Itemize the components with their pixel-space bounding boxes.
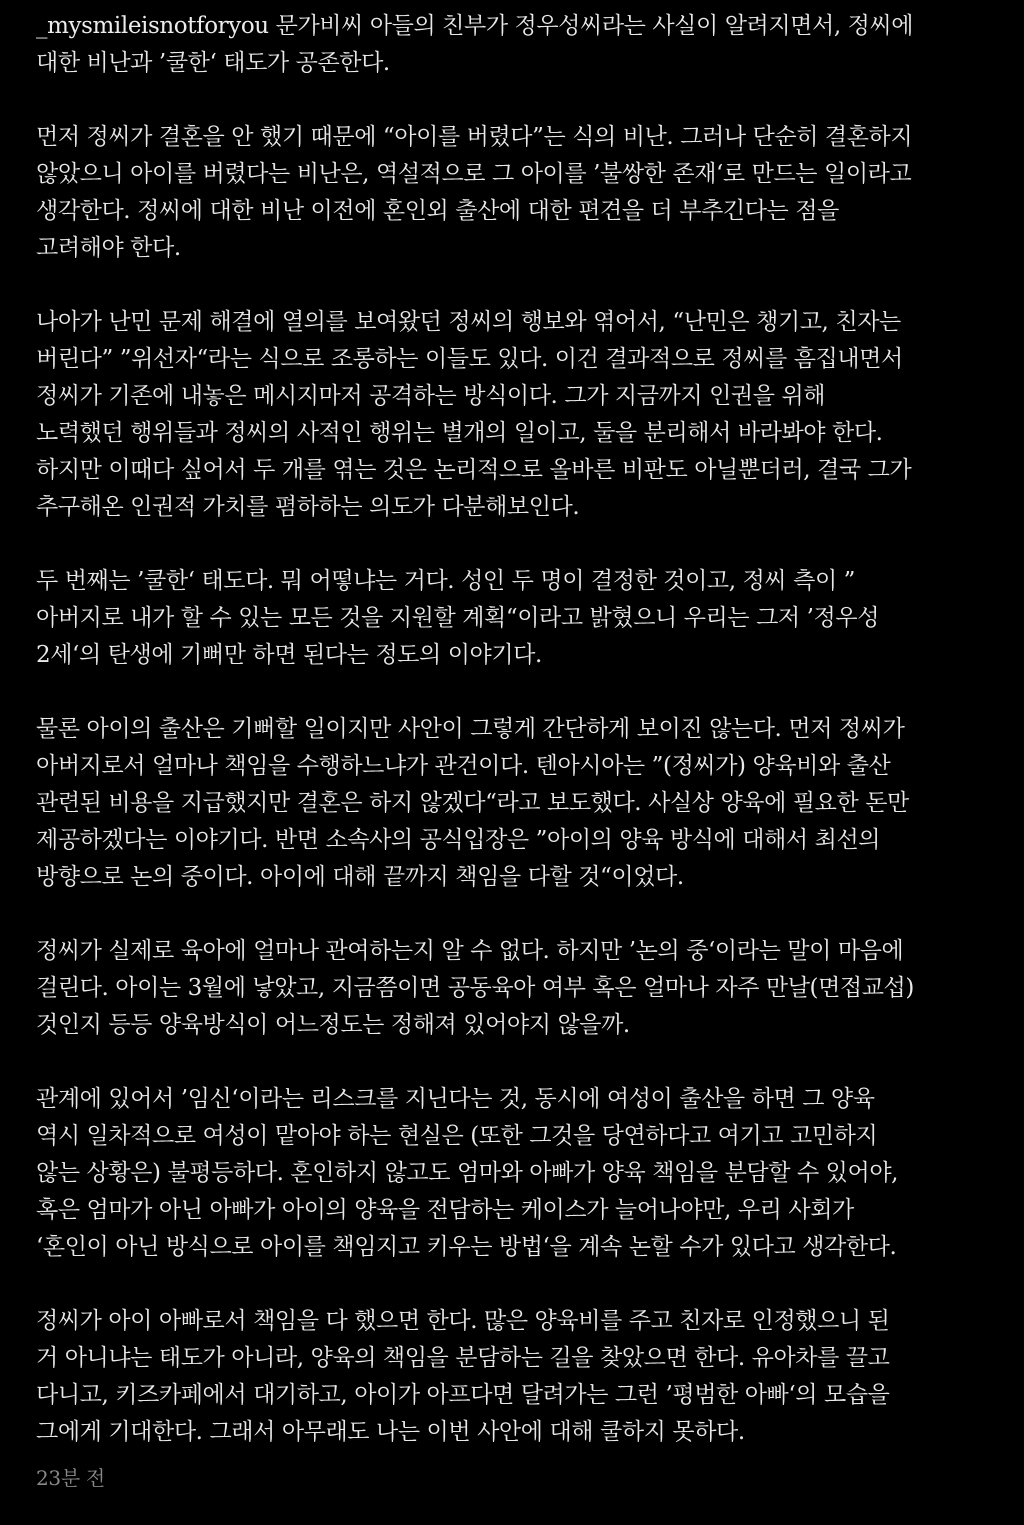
comment-line: 두 번째는 ’쿨한‘ 태도다. 뭐 어떻냐는 거다. 성인 두 명이 결정한 것이고, 정씨 측이 ” <box>36 568 856 594</box>
comment-line <box>36 8 996 45</box>
paragraph-3 <box>36 304 996 526</box>
comment-line: 그에게 기대한다. 그래서 아무래도 나는 이번 사안에 대해 쿨하지 못하다. <box>36 1419 745 1445</box>
comment-line: 먼저 정씨가 결혼을 안 했기 때문에 “아이를 버렸다”는 식의 비난. 그러나 단순히 결혼하지 <box>36 124 913 150</box>
paragraph-5 <box>36 711 996 896</box>
comment-line: ‘혼인이 아닌 방식으로 아이를 책임지고 키우는 방법‘을 계속 논할 수가 있다고 생각한다. <box>36 1234 897 1260</box>
comment-line-text: 문가비씨 아들의 친부가 정우성씨라는 사실이 알려지면서, 정씨에 <box>268 13 914 39</box>
comment-line: 관계에 있어서 ’임신‘이라는 리스크를 지닌다는 것, 동시에 여성이 출산을 하면 그 양육 <box>36 1086 875 1112</box>
comment-line: 방향으로 논의 중이다. 아이에 대해 끝까지 책임을 다할 것“이었다. <box>36 864 684 890</box>
paragraph-4 <box>36 563 996 674</box>
comment-line: 나아가 난민 문제 해결에 열의를 보여왔던 정씨의 행보와 엮어서, “난민은 챙기고, 친자는 <box>36 309 901 335</box>
paragraph-2 <box>36 119 996 267</box>
username-link[interactable]: _mysmileisnotforyou <box>36 13 269 39</box>
comment-line: 거 아니냐는 태도가 아니라, 양육의 책임을 분담하는 길을 찾았으면 한다. 유아차를 끌고 <box>36 1345 890 1371</box>
comment-line: 제공하겠다는 이야기다. 반면 소속사의 공식입장은 ”아이의 양육 방식에 대해서 최선의 <box>36 827 881 853</box>
comment-body <box>36 8 996 1488</box>
comment-timestamp: 23분 전 <box>36 1466 105 1490</box>
paragraph-7 <box>36 1081 996 1266</box>
comment-line: 않는 상황은) 불평등하다. 혼인하지 않고도 엄마와 아빠가 양육 책임을 분담할 수 있어야, <box>36 1160 899 1186</box>
comment-line: 하지만 이때다 싶어서 두 개를 엮는 것은 논리적으로 올바른 비판도 아닐뿐더러, 결국 그가 <box>36 457 912 483</box>
comment-line: 대한 비난과 ’쿨한‘ 태도가 공존한다. <box>36 50 390 76</box>
comment-line: 정씨가 아이 아빠로서 책임을 다 했으면 한다. 많은 양육비를 주고 친자로 인정했으니 된 <box>36 1308 890 1334</box>
comment-line: 정씨가 실제로 육아에 얼마나 관여하는지 알 수 없다. 하지만 ’논의 중‘이라는 말이 마음에 <box>36 938 904 964</box>
paragraph-6 <box>36 933 996 1044</box>
comment-line: 것인지 등등 양육방식이 어느정도는 정해져 있어야지 않을까. <box>36 1012 630 1038</box>
comment-line: 추구해온 인권적 가치를 폄하하는 의도가 다분해보인다. <box>36 494 580 520</box>
comment-line: 관련된 비용을 지급했지만 결혼은 하지 않겠다“라고 보도했다. 사실상 양육에 필요한 돈만 <box>36 790 909 816</box>
comment-line: 버린다” ”위선자“라는 식으로 조롱하는 이들도 있다. 이건 결과적으로 정씨를 흠집내면서 <box>36 346 903 372</box>
paragraph-1 <box>36 8 996 82</box>
comment-line: 노력했던 행위들과 정씨의 사적인 행위는 별개의 일이고, 둘을 분리해서 바라봐야 한다. <box>36 420 883 446</box>
comment-line: 물론 아이의 출산은 기뻐할 일이지만 사안이 그렇게 간단하게 보이진 않는다. 먼저 정씨가 <box>36 716 905 742</box>
comment-line: 아버지로 내가 할 수 있는 모든 것을 지원할 계획“이라고 밝혔으니 우리는 그저 ’정우성 <box>36 605 880 631</box>
comment-line: 않았으니 아이를 버렸다는 비난은, 역설적으로 그 아이를 ’불쌍한 존재‘로 만드는 일이라고 <box>36 161 912 187</box>
comment-line: 아버지로서 얼마나 책임을 수행하느냐가 관건이다. 텐아시아는 ”(정씨가) 양육비와 출산 <box>36 753 891 779</box>
paragraph-8 <box>36 1303 996 1451</box>
comment-line: 2세‘의 탄생에 기뻐만 하면 된다는 정도의 이야기다. <box>36 642 542 668</box>
comment-line: 고려해야 한다. <box>36 235 181 261</box>
comment-line: 걸린다. 아이는 3월에 낳았고, 지금쯤이면 공동육아 여부 혹은 얼마나 자주 만날(면접교섭) <box>36 975 914 1001</box>
comment-line: 정씨가 기존에 내놓은 메시지마저 공격하는 방식이다. 그가 지금까지 인권을 위해 <box>36 383 826 409</box>
comment-line: 역시 일차적으로 여성이 맡아야 하는 현실은 (또한 그것을 당연하다고 여기고 고민하지 <box>36 1123 878 1149</box>
comment-line: 다니고, 키즈카페에서 대기하고, 아이가 아프다면 달려가는 그런 ’평범한 아빠‘의 모습을 <box>36 1382 890 1408</box>
comment-line: 혹은 엄마가 아닌 아빠가 아이의 양육을 전담하는 케이스가 늘어나야만, 우리 사회가 <box>36 1197 854 1223</box>
comment-line: 생각한다. 정씨에 대한 비난 이전에 혼인외 출산에 대한 편견을 더 부추긴다는 점을 <box>36 198 839 224</box>
